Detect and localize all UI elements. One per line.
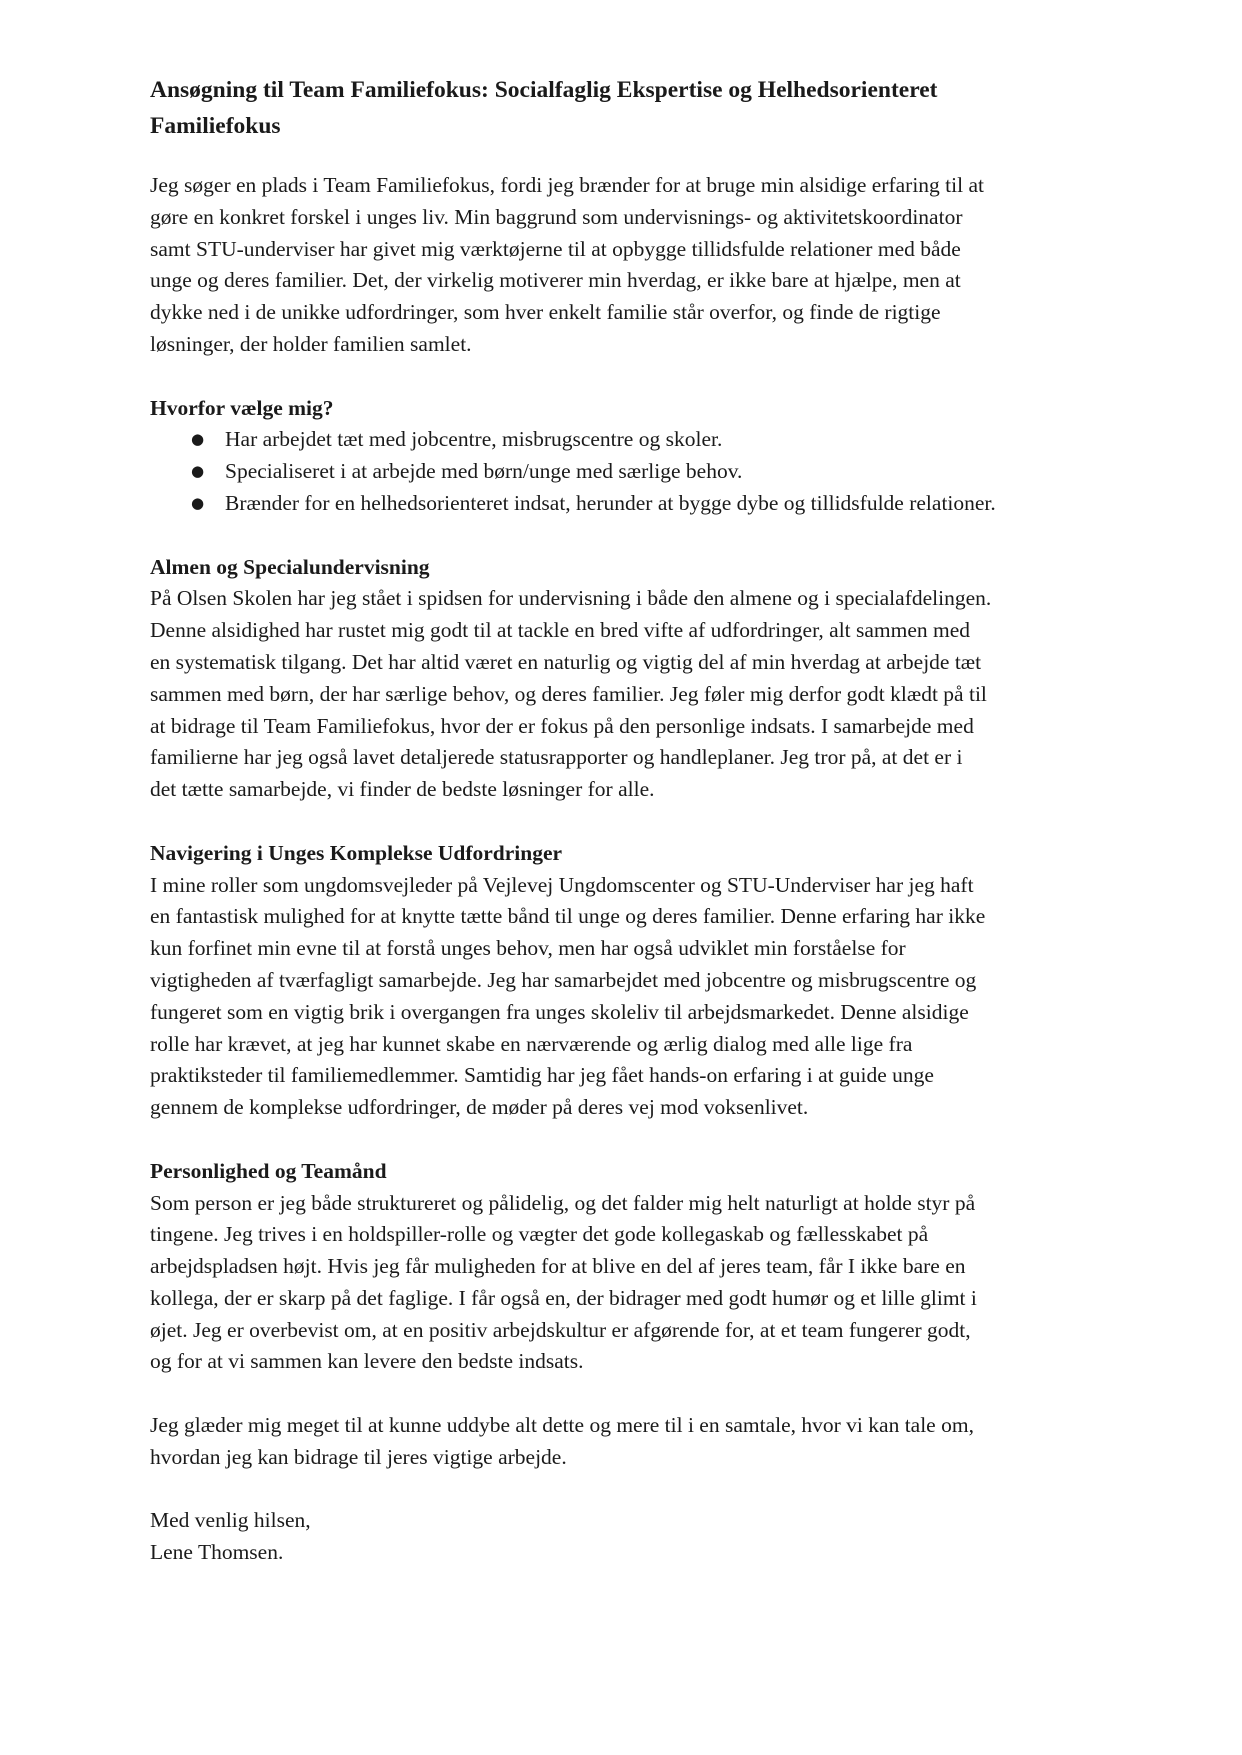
closing-paragraph: Jeg glæder mig meget til at kunne uddybe alt dette og mere til i en samtale, hvor vi kan tale om, hvordan jeg kan bidrage til jeres vigtige arbejde. [150, 1413, 974, 1469]
signoff: Med venlig hilsen, [150, 1508, 311, 1533]
section-body-navigering: I mine roller som ungdomsvejleder på Vejlevej Ungdomscenter og STU-Underviser har jeg haft en fantastisk mulighed for at knytte tætte bånd til unge og deres familier. Denne erfaring har ikke kun forfinet min evne til at forstå unges behov, men har også udviklet min forståelse for vigtigheden af tværfagligt samarbejde. Jeg har samarbejdet med jobcentre og misbrugscentre og fungeret som en vigtig brik i overgangen fra unges skoleliv til arbejdsmarkedet. Denne alsidige rolle har krævet, at jeg har kunnet skabe en nærværende og ærlig dialog med alle lige fra praktiksteder til familiemedlemmer. Samtidig har jeg fået hands-on erfaring i at guide unge gennem de komplekse udfordringer, de møder på deres vej mod voksenlivet. [150, 872, 986, 1120]
list-item-text: Specialiseret i at arbejde med børn/unge med særlige behov. [225, 459, 743, 484]
list-item [150, 456, 1100, 488]
list-item-text: Brænder for en helhedsorienteret indsat, herunder at bygge dybe og tillidsfulde relationer. [225, 490, 996, 515]
list-item [150, 424, 1100, 456]
spacer [150, 361, 1100, 393]
section-heading-navigering: Navigering i Unges Komplekse Udfordringer [150, 840, 563, 865]
section-body-almen: På Olsen Skolen har jeg stået i spidsen for undervisning i både den almene og i specialafdelingen. Denne alsidighed har rustet mig godt til at tackle en bred vifte af udfordringer, alt sammen med en systematisk tilgang. Det har altid været en naturlig og vigtig del af min hverdag at arbejde tæt sammen med børn, der har særlige behov, og deres familier. Jeg føler mig derfor godt klædt på til at bidrage til Team Familiefokus, hvor der er fokus på den personlige indsats. I samarbejde med familierne har jeg også lavet detaljerede statusrapporter og handleplaner. Jeg tror på, at det er i det tætte samarbejde, vi finder de bedste løsninger for alle. [150, 586, 992, 802]
why-bullet-list [150, 424, 1100, 519]
document-page [150, 72, 1100, 1569]
bullet-icon: ● [191, 462, 205, 481]
spacer [150, 1124, 1100, 1156]
bullet-icon: ● [191, 430, 205, 449]
section-heading-almen: Almen og Specialundervisning [150, 554, 430, 579]
spacer [150, 806, 1100, 838]
section-heading-why: Hvorfor vælge mig? [150, 395, 334, 420]
spacer [150, 1378, 1100, 1410]
spacer [150, 1474, 1100, 1506]
document-title: Ansøgning til Team Familiefokus: Socialfaglig Ekspertise og Helhedsorienteret Familiefokus [150, 77, 938, 139]
intro-paragraph: Jeg søger en plads i Team Familiefokus, fordi jeg brænder for at bruge min alsidige erfaring til at gøre en konkret forskel i unges liv. Min baggrund som undervisnings- og aktivitetskoordinator samt STU-underviser har givet mig værktøjerne til at opbygge tillidsfulde relationer med både unge og deres familier. Det, der virkelig motiverer min hverdag, er ikke bare at hjælpe, men at dykke ned i de unikke udfordringer, som hver enkelt familie står overfor, og finde de rigtige løsninger, der holder familien samlet. [150, 173, 984, 356]
list-item-text: Har arbejdet tæt med jobcentre, misbrugscentre og skoler. [225, 427, 723, 452]
signature: Lene Thomsen. [150, 1540, 284, 1565]
spacer [150, 520, 1100, 552]
section-body-personlighed: Som person er jeg både struktureret og pålidelig, og det falder mig helt naturligt at holde styr på tingene. Jeg trives i en holdspiller-rolle og vægter det gode kollegaskab og fællesskabet på arbejdspladsen højt. Hvis jeg får muligheden for at blive en del af jeres team, får I ikke bare en kollega, der er skarp på det faglige. I får også en, der bidrager med godt humør og et lille glimt i øjet. Jeg er overbevist om, at en positiv arbejdskultur er afgørende for, at et team fungerer godt, og for at vi sammen kan levere den bedste indsats. [150, 1190, 977, 1374]
list-item [150, 488, 1100, 520]
section-heading-personlighed: Personlighed og Teamånd [150, 1158, 387, 1183]
bullet-icon: ● [191, 493, 205, 512]
